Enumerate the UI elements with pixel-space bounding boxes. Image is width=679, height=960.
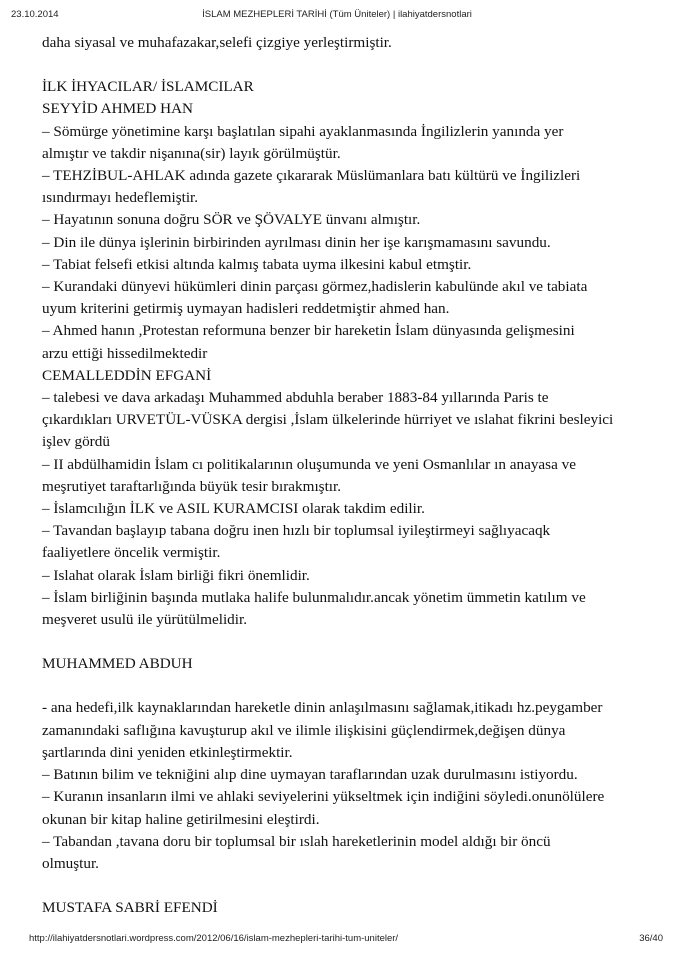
text-line: – Tavandan başlayıp tabana doğru inen hızlı bir toplumsal iyileştirmeyi sağlıyacaqk (42, 522, 551, 540)
heading-cemalleddin-efgani: CEMALLEDDİN EFGANİ (42, 366, 212, 384)
text-line: – Batının bilim ve tekniğini alıp dine uymayan taraflarından uzak durulmasını istiyordu. (42, 766, 578, 784)
text-line: meşrutiyet taraftarlığında büyük tesir bırakmıştır. (42, 477, 342, 495)
text-line: – Kuranın insanların ilmi ve ahlaki seviyelerini yükseltmek için indiğini söyledi.onunölülere (42, 788, 605, 806)
text-line: – Ahmed hanın ,Protestan reformuna benzer bir hareketin İslam dünyasında gelişmesini (42, 322, 575, 340)
page-header (11, 9, 663, 23)
text-line: – talebesi ve dava arkadaşı Muhammed abduhla beraber 1883-84 yıllarında Paris te (42, 389, 549, 407)
text-line: faaliyetlere öncelik vermiştir. (42, 544, 221, 562)
text-line: – Kurandaki dünyevi hükümleri dinin parçası görmez,hadislerin kabulünde akıl ve tabiata (42, 278, 588, 296)
cemalleddin-efgani-paragraphs (42, 387, 662, 631)
seyyid-ahmed-han-paragraphs (42, 121, 662, 365)
text-line: okunan bir kitap haline getirilmesini eleştirdi. (42, 810, 320, 828)
text-line: işlev gördü (42, 433, 110, 451)
text-line: – Tabiat felsefi etkisi altında kalmış tabata uyma ilkesini kabul etmştir. (42, 255, 472, 273)
text-line: almıştır ve takdir nişanına(sir) layık görülmüştür. (42, 144, 341, 162)
text-line: çıkardıkları URVETÜL-VÜSKA dergisi ,İslam ülkelerinde hürriyet ve ıslahat fikrini besleyici (42, 411, 614, 429)
text-line: şartlarında dini yeniden etkinleştirmektir. (42, 743, 293, 761)
heading-mustafa-sabri-efendi: MUSTAFA SABRİ EFENDİ (42, 899, 218, 917)
document-body (42, 32, 662, 919)
page-footer (29, 933, 663, 947)
text-line: – II abdülhamidin İslam cı politikalarının oluşumunda ve yeni Osmanlılar ın anayasa ve (42, 455, 576, 473)
text-line: – TEHZİBUL-AHLAK adında gazete çıkararak Müslümanlara batı kültürü ve İngilizleri (42, 167, 581, 185)
text-line: – İslam birliğinin başında mutlaka halife bulunmalıdır.ancak yönetim ümmetin katılım ve (42, 588, 586, 606)
text-line: – Din ile dünya işlerinin birbirinden ayrılması dinin her işe karışmamasını savundu. (42, 233, 551, 251)
text-line: meşveret usulü ile yürütülmelidir. (42, 611, 247, 629)
text-line: – Sömürge yönetimine karşı başlatılan sipahi ayaklanmasında İngilizlerin yanında yer (42, 122, 564, 140)
text-line: – Hayatının sonuna doğru SÖR ve ŞÖVALYE ünvanı almıştır. (42, 211, 421, 229)
text-line: – Islahat olarak İslam birliği fikri önemlidir. (42, 566, 310, 584)
text-line: olmuştur. (42, 854, 99, 872)
muhammed-abduh-paragraphs (42, 697, 662, 875)
text-line: – İslamcılığın İLK ve ASIL KURAMCISI olarak takdim edilir. (42, 500, 425, 518)
intro-line: daha siyasal ve muhafazakar,selefi çizgiye yerleştirmiştir. (42, 34, 392, 51)
document-title: İSLAM MEZHEPLERİ TARİHİ (Tüm Üniteler) | ilahiyatdersnotlari (202, 9, 472, 20)
page-number: 36/40 (639, 933, 663, 944)
text-line: uyum kriterini getirmiş uymayan hadisleri reddetmiştir ahmed han. (42, 300, 450, 318)
heading-seyyid-ahmed-han: SEYYİD AHMED HAN (42, 100, 194, 118)
text-line: - ana hedefi,ilk kaynaklarından hareketle dinin anlaşılmasını sağlamak,itikadı hz.peygamber (42, 699, 603, 717)
print-date: 23.10.2014 (11, 9, 59, 20)
text-line: – Tabandan ,tavana doru bir toplumsal bir ıslah hareketlerinin model aldığı bir öncü (42, 832, 551, 850)
text-line: arzu ettiği hissedilmektedir (42, 344, 208, 362)
text-line: ısındırmayı hedeflemiştir. (42, 189, 199, 207)
section-heading-ilk-ihyacilar: İLK İHYACILAR/ İSLAMCILAR (42, 78, 254, 96)
text-line: zamanındaki saflığına kavuşturup akıl ve ilimle ilişkisini güçlendirmek,değişen dünya (42, 721, 566, 739)
source-url: http://ilahiyatdersnotlari.wordpress.com/2012/06/16/islam-mezhepleri-tarihi-tum-uniteler/ (29, 933, 399, 944)
heading-muhammed-abduh: MUHAMMED ABDUH (42, 655, 193, 673)
